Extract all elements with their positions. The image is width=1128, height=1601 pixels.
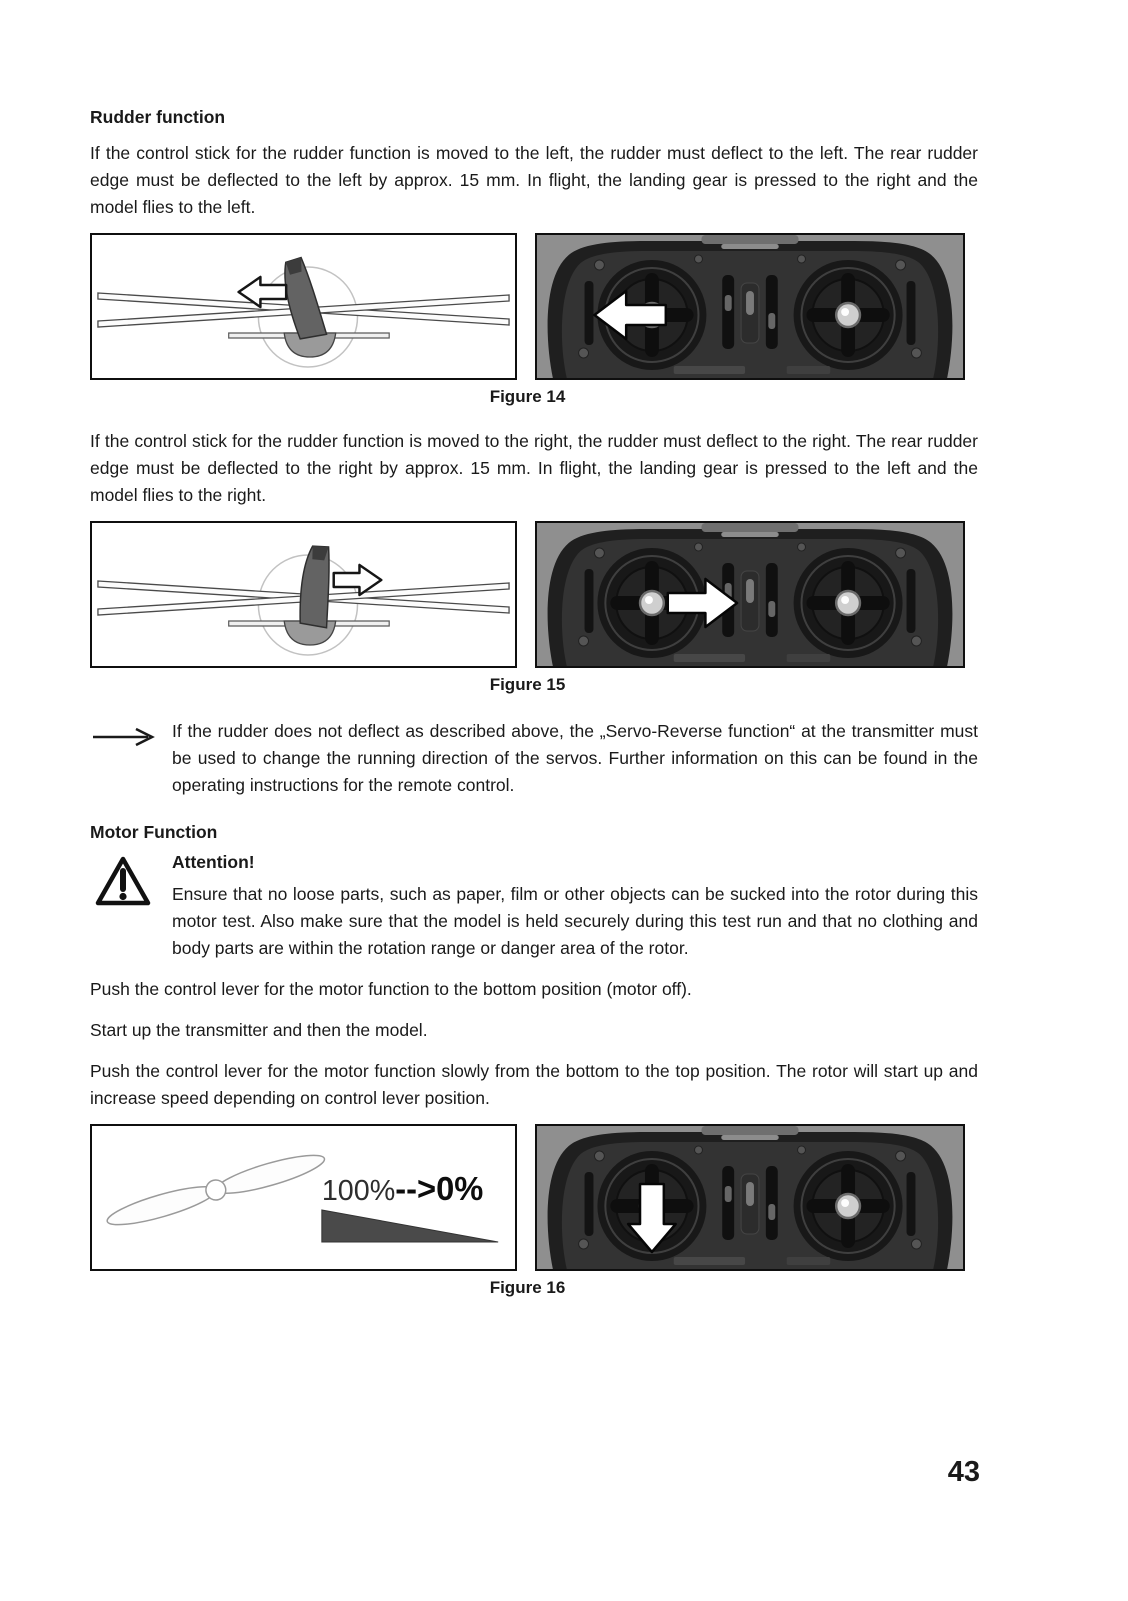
motor-section-heading: Motor Function <box>90 822 218 842</box>
attention-icon-cell <box>90 851 172 962</box>
figure-16-propeller-illustration <box>90 1124 517 1271</box>
throttle-from-label: 100% <box>321 1174 396 1208</box>
rudder-left-paragraph: If the control stick for the rudder function is moved to the left, the rudder must deflect to the left. The rear rudder edge must be deflected to the left by approx. 15 mm. In flight, the landing gear is pressed to the right and the model flies to the left. <box>90 143 978 217</box>
plane-rear-view-rudder-left <box>92 235 515 378</box>
figure-14-plane-illustration <box>90 233 517 380</box>
plane-rear-view-rudder-right <box>92 523 515 666</box>
throttle-paragraph: Push the control lever for the motor function slowly from the bottom to the top position. The rotor will start up and increase speed depending on control lever position. <box>90 1061 978 1108</box>
rudder-section-heading: Rudder function <box>90 107 226 127</box>
figure-16-caption: Figure 16 <box>489 1278 566 1297</box>
figure-15-plane-illustration <box>90 521 517 668</box>
propeller-icon <box>104 1148 327 1232</box>
figure-15-transmitter-photo <box>535 521 965 668</box>
transmitter-stick-down-photo <box>537 1126 963 1269</box>
warning-triangle-icon <box>94 854 152 910</box>
propeller-throttle-diagram <box>92 1126 515 1269</box>
figure-16-transmitter-photo <box>535 1124 965 1271</box>
attention-block <box>90 851 978 962</box>
rudder-right-arrow-icon <box>334 565 382 595</box>
transmitter-stick-left-photo <box>537 235 963 378</box>
motor-off-paragraph: Push the control lever for the motor function to the bottom position (motor off). <box>90 979 692 999</box>
servo-reverse-note-text: If the rudder does not deflect as described above, the „Servo-Reverse function“ at the transmitter must be used to change the running direction of the servos. Further information on this can be found in the operating instructions for the remote control. <box>172 721 978 795</box>
figure-15-caption: Figure 15 <box>489 675 566 694</box>
figure-14-transmitter-photo <box>535 233 965 380</box>
servo-reverse-note <box>90 718 978 799</box>
transmitter-drawing <box>537 523 963 666</box>
attention-body <box>172 851 978 962</box>
transmitter-stick-right-photo <box>537 523 963 666</box>
figure-14-row <box>90 233 965 380</box>
throttle-range-label <box>322 1170 484 1207</box>
attention-text: Ensure that no loose parts, such as paper, film or other objects can be sucked into the rotor during this motor test. Also make sure that the model is held securely during this test run and that no clothing and body parts are within the rotation range or danger area of the rotor. <box>172 884 978 958</box>
right-arrow-icon <box>90 726 160 748</box>
throttle-wedge-icon <box>322 1210 498 1242</box>
note-arrow-cell <box>90 718 172 799</box>
page-number: 43 <box>947 1456 980 1488</box>
attention-title: Attention! <box>172 852 255 872</box>
throttle-to-label: -->0% <box>395 1169 484 1208</box>
transmitter-drawing <box>537 235 963 378</box>
figure-16-row <box>90 1124 965 1271</box>
figure-14-caption: Figure 14 <box>489 387 566 406</box>
rudder-right-paragraph: If the control stick for the rudder function is moved to the right, the rudder must deflect to the right. The rear rudder edge must be deflected to the right by approx. 15 mm. In flight, the landing gear is pressed to the left and the model flies to the right. <box>90 431 978 505</box>
startup-paragraph: Start up the transmitter and then the model. <box>90 1020 428 1040</box>
transmitter-drawing <box>537 1126 963 1269</box>
figure-15-row <box>90 521 965 668</box>
